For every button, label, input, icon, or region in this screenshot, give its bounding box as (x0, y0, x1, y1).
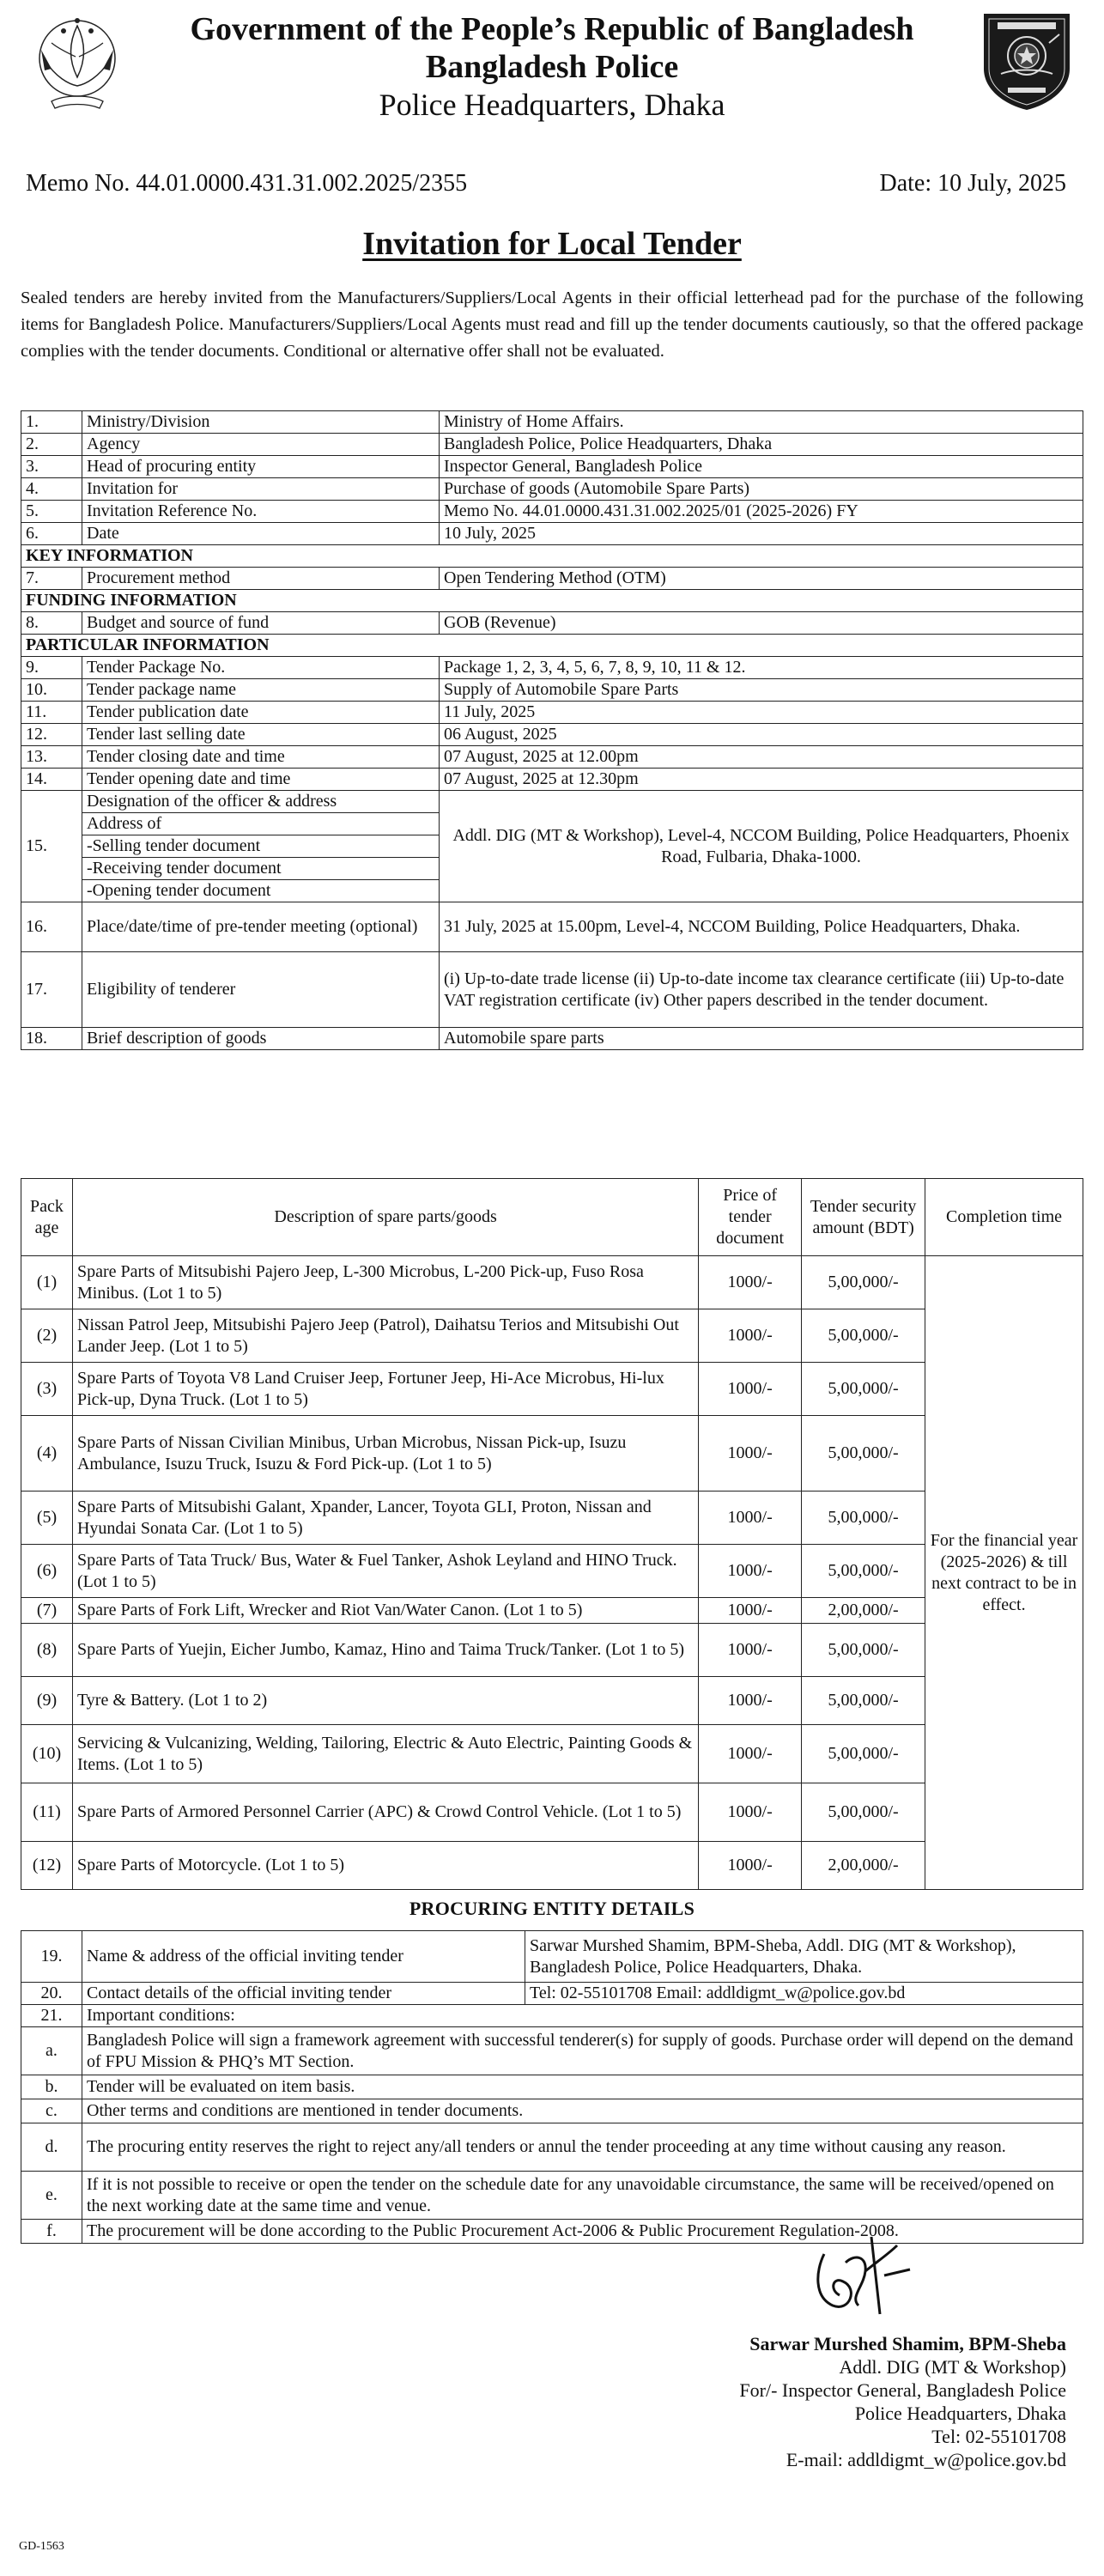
table-row: 3. Head of procuring entity Inspector General, Bangladesh Police (21, 456, 1083, 478)
signatory-behalf: For/- Inspector General, Bangladesh Police (739, 2379, 1066, 2401)
procuring-entity-table (21, 1930, 1083, 2244)
package-table (21, 1178, 1083, 1890)
signatory-name: Sarwar Murshed Shamim, BPM-Sheba (749, 2333, 1066, 2354)
table-row: 20. Contact details of the official inviting tender Tel: 02-55101708 Email: addldigmt_w@police.gov.bd (21, 1983, 1083, 2005)
table-row: Address of (21, 813, 1083, 835)
table-row: 13. Tender closing date and time 07 August, 2025 at 12.00pm (21, 746, 1083, 769)
table-row: 14. Tender opening date and time 07 August, 2025 at 12.30pm (21, 769, 1083, 791)
table-row: 18. Brief description of goods Automobile spare parts (21, 1028, 1083, 1050)
condition-row: c. Other terms and conditions are mentioned in tender documents. (21, 2099, 1083, 2123)
table-row: -Opening tender document (21, 880, 1083, 902)
column-header-package: Pack age (21, 1179, 73, 1256)
organization-title: Bangladesh Police (425, 49, 679, 85)
signatory-email: E-mail: addldigmt_w@police.gov.bd (786, 2449, 1066, 2470)
table-row: (6) Spare Parts of Tata Truck/ Bus, Water & Fuel Tanker, Ashok Leyland and HINO Truck. (Lot 1 to 5) 1000/- 5,00,000/- (21, 1545, 1083, 1598)
table-row: 5. Invitation Reference No. Memo No. 44.01.0000.431.31.002.2025/01 (2025-2026) FY (21, 501, 1083, 523)
completion-time: For the financial year (2025-2026) & till next contract to be in effect. (925, 1256, 1083, 1890)
table-row: (2) Nissan Patrol Jeep, Mitsubishi Pajero Jeep (Patrol), Daihatsu Terios and Mitsubishi Out Lander Jeep. (Lot 1 to 5) 1000/- 5,00,000/- (21, 1309, 1083, 1363)
table-row: (12) Spare Parts of Motorcycle. (Lot 1 to 5) 1000/- 2,00,000/- (21, 1842, 1083, 1890)
document-title: Invitation for Local Tender (362, 226, 742, 262)
government-title: Government of the People’s Republic of Bangladesh (190, 11, 914, 47)
condition-row: f. The procurement will be done according to the Public Procurement Act-2006 & Public Procurement Regulation-2008. (21, 2220, 1083, 2244)
table-row: (8) Spare Parts of Yuejin, Eicher Jumbo, Kamaz, Hino and Taima Truck/Tanker. (Lot 1 to 5) 1000/- 5,00,000/- (21, 1624, 1083, 1677)
table-row: 2. Agency Bangladesh Police, Police Headquarters, Dhaka (21, 434, 1083, 456)
bangladesh-police-logo-icon (975, 9, 1078, 113)
memo-date: Date: 10 July, 2025 (879, 170, 1066, 197)
table-row: 11. Tender publication date 11 July, 2025 (21, 702, 1083, 724)
condition-row: a. Bangladesh Police will sign a framework agreement with successful tenderer(s) for supply of goods. Purchase order will depend on the demand of FPU Mission & PHQ’s MT Section. (21, 2027, 1083, 2075)
handwritten-signature (798, 2228, 927, 2323)
letterhead (137, 10, 967, 124)
office-title: Police Headquarters, Dhaka (379, 88, 725, 122)
table-row: 19. Name & address of the official inviting tender Sarwar Murshed Shamim, BPM-Sheba, Addl. DIG (MT & Workshop), Bangladesh Police, Police Headquarters, Dhaka. (21, 1931, 1083, 1983)
column-header-completion: Completion time (925, 1179, 1083, 1256)
section-heading-row: FUNDING INFORMATION (21, 590, 1083, 612)
table-row: (3) Spare Parts of Toyota V8 Land Cruiser Jeep, Fortuner Jeep, Hi-Ace Microbus, Hi-lux Pick-up, Dyna Truck. (Lot 1 to 5) 1000/- 5,00,000/- (21, 1363, 1083, 1416)
tender-info-table (21, 410, 1083, 1050)
table-header-row (21, 1179, 1083, 1256)
table-row: 21. Important conditions: (21, 2005, 1083, 2027)
footer-code: GD-1563 (19, 2540, 64, 2553)
column-header-price: Price of tender document (699, 1179, 802, 1256)
memo-number: Memo No. 44.01.0000.431.31.002.2025/2355 (26, 170, 468, 197)
table-row: 6. Date 10 July, 2025 (21, 523, 1083, 545)
bangladesh-emblem-icon (26, 9, 129, 113)
section-heading-row: KEY INFORMATION (21, 545, 1083, 568)
table-row: 9. Tender Package No. Package 1, 2, 3, 4, 5, 6, 7, 8, 9, 10, 11 & 12. (21, 657, 1083, 679)
table-row: (11) Spare Parts of Armored Personnel Carrier (APC) & Crowd Control Vehicle. (Lot 1 to 5) 1000/- 5,00,000/- (21, 1783, 1083, 1842)
table-row: 10. Tender package name Supply of Automobile Spare Parts (21, 679, 1083, 702)
signatory-designation: Addl. DIG (MT & Workshop) (839, 2356, 1066, 2378)
table-row: (1) Spare Parts of Mitsubishi Pajero Jeep, L-300 Microbus, L-200 Pick-up, Fuso Rosa Minibus. (Lot 1 to 5) 1000/- 5,00,000/- For the financial year (2025-2026) & till next contract to be in effect. (21, 1256, 1083, 1309)
signatory-office: Police Headquarters, Dhaka (854, 2403, 1066, 2424)
table-row: 17. Eligibility of tenderer (i) Up-to-date trade license (ii) Up-to-date income tax clearance certificate (iii) Up-to-date VAT registration certificate (iv) Other papers described in the tender document. (21, 952, 1083, 1028)
table-row: (7) Spare Parts of Fork Lift, Wrecker and Riot Van/Water Canon. (Lot 1 to 5) 1000/- 2,00,000/- (21, 1598, 1083, 1624)
table-row: 16. Place/date/time of pre-tender meeting (optional) 31 July, 2025 at 15.00pm, Level-4, NCCOM Building, Police Headquarters, Dhaka. (21, 902, 1083, 952)
table-row: 4. Invitation for Purchase of goods (Automobile Spare Parts) (21, 478, 1083, 501)
table-row: 15. Designation of the officer & address Addl. DIG (MT & Workshop), Level-4, NCCOM Building, Police Headquarters, Phoenix Road, Fulbaria, Dhaka-1000. (21, 791, 1083, 813)
table-row: (10) Servicing & Vulcanizing, Welding, Tailoring, Electric & Auto Electric, Painting Goods & Items. (Lot 1 to 5) 1000/- 5,00,000/- (21, 1725, 1083, 1783)
table-row: 8. Budget and source of fund GOB (Revenue) (21, 612, 1083, 635)
table-row: (9) Tyre & Battery. (Lot 1 to 2) 1000/- 5,00,000/- (21, 1677, 1083, 1725)
condition-row: e. If it is not possible to receive or open the tender on the schedule date for any unavoidable circumstance, the same will be received/opened on the next working date at the same time and venue. (21, 2172, 1083, 2220)
section-heading-row: PARTICULAR INFORMATION (21, 635, 1083, 657)
table-row: 1. Ministry/Division Ministry of Home Affairs. (21, 411, 1083, 434)
signatory-phone: Tel: 02-55101708 (931, 2426, 1066, 2447)
table-row: -Receiving tender document (21, 858, 1083, 880)
condition-row: b. Tender will be evaluated on item basis. (21, 2075, 1083, 2099)
condition-row: d. The procuring entity reserves the right to reject any/all tenders or annul the tender proceeding at any time without causing any reason. (21, 2123, 1083, 2172)
table-row: -Selling tender document (21, 835, 1083, 858)
table-row: 7. Procurement method Open Tendering Method (OTM) (21, 568, 1083, 590)
table-row: (4) Spare Parts of Nissan Civilian Minibus, Urban Microbus, Nissan Pick-up, Isuzu Ambulance, Isuzu Truck, Isuzu & Ford Pick-up. (Lot 1 to 5) 1000/- 5,00,000/- (21, 1416, 1083, 1492)
procuring-entity-heading: PROCURING ENTITY DETAILS (409, 1898, 695, 1919)
table-row: 12. Tender last selling date 06 August, 2025 (21, 724, 1083, 746)
column-header-security: Tender security amount (BDT) (802, 1179, 925, 1256)
signatory-block (585, 2332, 1066, 2471)
column-header-description: Description of spare parts/goods (72, 1179, 698, 1256)
intro-paragraph: Sealed tenders are hereby invited from the Manufacturers/Suppliers/Local Agents in their official letterhead pad for the purchase of the following items for Bangladesh Police. Manufacturers/Suppliers/Local Agents must read and fill up the tender documents cautiously, so that the offered package complies with the tender documents. Conditional or alternative offer shall not be evaluated. (21, 289, 1083, 361)
table-row: (5) Spare Parts of Mitsubishi Galant, Xpander, Lancer, Toyota GLI, Proton, Nissan and Hyundai Sonata Car. (Lot 1 to 5) 1000/- 5,00,000/- (21, 1492, 1083, 1545)
